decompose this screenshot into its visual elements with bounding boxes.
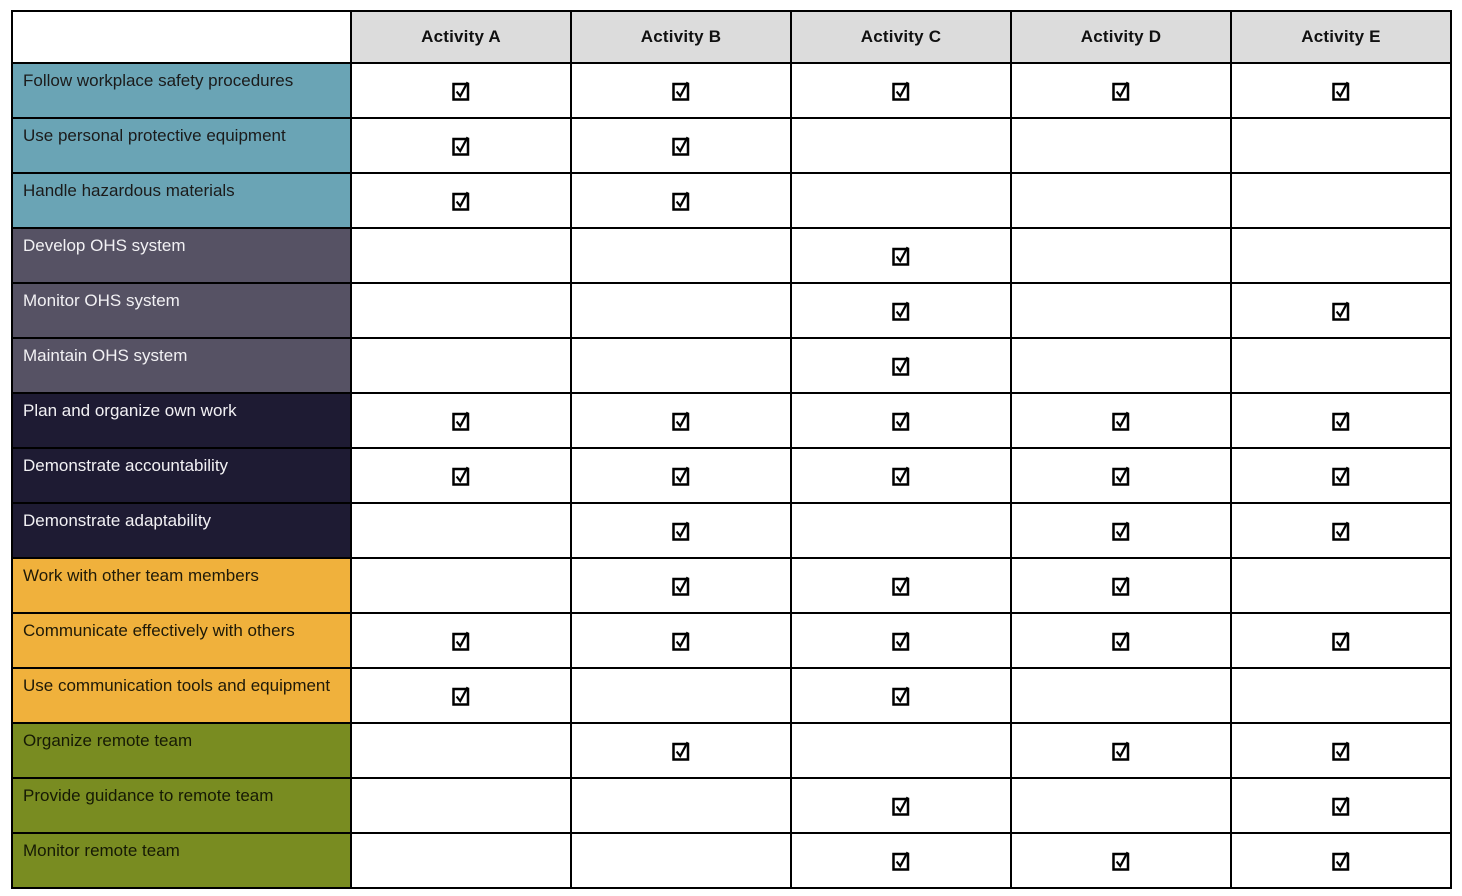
checked-checkbox-icon[interactable] bbox=[672, 740, 690, 761]
checked-checkbox-icon[interactable] bbox=[1332, 410, 1350, 431]
row-header-handle-hazardous-materials: Handle hazardous materials bbox=[12, 173, 351, 228]
checked-checkbox-icon[interactable] bbox=[1112, 410, 1130, 431]
matrix-row-ohs-system bbox=[12, 283, 1451, 338]
row-header-plan-and-organize-own-work: Plan and organize own work bbox=[12, 393, 351, 448]
column-header-activity-a: Activity A bbox=[351, 11, 571, 63]
matrix-row-workplace-safety bbox=[12, 118, 1451, 173]
matrix-cell bbox=[571, 173, 791, 228]
checked-checkbox-icon[interactable] bbox=[672, 630, 690, 651]
matrix-cell bbox=[1231, 833, 1451, 888]
matrix-cell bbox=[1011, 448, 1231, 503]
matrix-cell bbox=[1011, 833, 1231, 888]
checked-checkbox-icon[interactable] bbox=[1332, 80, 1350, 101]
column-header-activity-b: Activity B bbox=[571, 11, 791, 63]
matrix-cell bbox=[1231, 778, 1451, 833]
matrix-header-row bbox=[12, 11, 1451, 63]
matrix-row-remote-team bbox=[12, 778, 1451, 833]
matrix-cell bbox=[1011, 613, 1231, 668]
matrix-cell bbox=[571, 723, 791, 778]
matrix-row-workplace-safety bbox=[12, 63, 1451, 118]
matrix-cell bbox=[1011, 393, 1231, 448]
matrix-cell bbox=[1011, 118, 1231, 173]
row-header-monitor-ohs-system: Monitor OHS system bbox=[12, 283, 351, 338]
matrix-cell bbox=[1011, 173, 1231, 228]
matrix-row-work-management bbox=[12, 503, 1451, 558]
matrix-cell bbox=[1231, 558, 1451, 613]
matrix-cell bbox=[791, 393, 1011, 448]
matrix-row-ohs-system bbox=[12, 228, 1451, 283]
matrix-cell bbox=[1231, 668, 1451, 723]
checked-checkbox-icon[interactable] bbox=[1332, 795, 1350, 816]
row-header-work-with-other-team-members: Work with other team members bbox=[12, 558, 351, 613]
checked-checkbox-icon[interactable] bbox=[892, 575, 910, 596]
matrix-cell bbox=[571, 448, 791, 503]
checked-checkbox-icon[interactable] bbox=[892, 795, 910, 816]
checked-checkbox-icon[interactable] bbox=[672, 135, 690, 156]
matrix-cell bbox=[351, 833, 571, 888]
checked-checkbox-icon[interactable] bbox=[1112, 520, 1130, 541]
matrix-cell bbox=[351, 448, 571, 503]
checked-checkbox-icon[interactable] bbox=[1112, 575, 1130, 596]
matrix-cell bbox=[1231, 613, 1451, 668]
matrix-cell bbox=[791, 338, 1011, 393]
checked-checkbox-icon[interactable] bbox=[452, 190, 470, 211]
checked-checkbox-icon[interactable] bbox=[892, 630, 910, 651]
matrix-cell bbox=[571, 118, 791, 173]
matrix-row-remote-team bbox=[12, 833, 1451, 888]
matrix-cell bbox=[791, 228, 1011, 283]
matrix-cell bbox=[1011, 778, 1231, 833]
matrix-cell bbox=[791, 118, 1011, 173]
matrix-cell bbox=[351, 723, 571, 778]
row-header-monitor-remote-team: Monitor remote team bbox=[12, 833, 351, 888]
row-header-follow-workplace-safety-procedures: Follow workplace safety procedures bbox=[12, 63, 351, 118]
matrix-cell bbox=[791, 173, 1011, 228]
checked-checkbox-icon[interactable] bbox=[1332, 740, 1350, 761]
checked-checkbox-icon[interactable] bbox=[892, 245, 910, 266]
matrix-row-workplace-safety bbox=[12, 173, 1451, 228]
checked-checkbox-icon[interactable] bbox=[672, 410, 690, 431]
row-header-develop-ohs-system: Develop OHS system bbox=[12, 228, 351, 283]
column-header-activity-c: Activity C bbox=[791, 11, 1011, 63]
matrix-cell bbox=[1011, 723, 1231, 778]
matrix-row-work-management bbox=[12, 393, 1451, 448]
checked-checkbox-icon[interactable] bbox=[1112, 740, 1130, 761]
matrix-cell bbox=[791, 503, 1011, 558]
matrix-cell bbox=[1011, 668, 1231, 723]
checked-checkbox-icon[interactable] bbox=[892, 80, 910, 101]
row-header-organize-remote-team: Organize remote team bbox=[12, 723, 351, 778]
checked-checkbox-icon[interactable] bbox=[1112, 850, 1130, 871]
matrix-cell bbox=[791, 283, 1011, 338]
checked-checkbox-icon[interactable] bbox=[892, 410, 910, 431]
checked-checkbox-icon[interactable] bbox=[672, 520, 690, 541]
matrix-cell bbox=[1231, 393, 1451, 448]
matrix-cell bbox=[1231, 228, 1451, 283]
matrix-cell bbox=[1231, 173, 1451, 228]
checked-checkbox-icon[interactable] bbox=[892, 465, 910, 486]
row-header-use-communication-tools-and-equipment: Use communication tools and equipment bbox=[12, 668, 351, 723]
matrix-cell bbox=[1011, 338, 1231, 393]
checked-checkbox-icon[interactable] bbox=[892, 300, 910, 321]
checked-checkbox-icon[interactable] bbox=[892, 850, 910, 871]
matrix-cell bbox=[1231, 118, 1451, 173]
row-header-provide-guidance-to-remote-team: Provide guidance to remote team bbox=[12, 778, 351, 833]
checked-checkbox-icon[interactable] bbox=[672, 575, 690, 596]
row-header-use-personal-protective-equipment: Use personal protective equipment bbox=[12, 118, 351, 173]
matrix-cell bbox=[351, 503, 571, 558]
matrix-cell bbox=[791, 613, 1011, 668]
matrix-cell bbox=[571, 283, 791, 338]
checked-checkbox-icon[interactable] bbox=[672, 80, 690, 101]
matrix-cell bbox=[351, 558, 571, 613]
matrix-cell bbox=[351, 338, 571, 393]
checked-checkbox-icon[interactable] bbox=[452, 630, 470, 651]
matrix-row-communication bbox=[12, 668, 1451, 723]
matrix-cell bbox=[571, 503, 791, 558]
checked-checkbox-icon[interactable] bbox=[452, 465, 470, 486]
column-header-activity-e: Activity E bbox=[1231, 11, 1451, 63]
checked-checkbox-icon[interactable] bbox=[452, 80, 470, 101]
matrix-cell bbox=[351, 118, 571, 173]
row-header-demonstrate-accountability: Demonstrate accountability bbox=[12, 448, 351, 503]
row-header-demonstrate-adaptability: Demonstrate adaptability bbox=[12, 503, 351, 558]
matrix-cell bbox=[1011, 63, 1231, 118]
matrix-cell bbox=[351, 778, 571, 833]
matrix-cell bbox=[351, 63, 571, 118]
checked-checkbox-icon[interactable] bbox=[1332, 300, 1350, 321]
matrix-cell bbox=[351, 283, 571, 338]
checked-checkbox-icon[interactable] bbox=[892, 355, 910, 376]
checked-checkbox-icon[interactable] bbox=[452, 135, 470, 156]
checked-checkbox-icon[interactable] bbox=[672, 190, 690, 211]
matrix-cell bbox=[791, 723, 1011, 778]
matrix-cell bbox=[351, 613, 571, 668]
checked-checkbox-icon[interactable] bbox=[892, 685, 910, 706]
matrix-cell bbox=[791, 833, 1011, 888]
matrix-cell bbox=[1231, 448, 1451, 503]
row-header-maintain-ohs-system: Maintain OHS system bbox=[12, 338, 351, 393]
checked-checkbox-icon[interactable] bbox=[1112, 630, 1130, 651]
row-header-communicate-effectively-with-others: Communicate effectively with others bbox=[12, 613, 351, 668]
matrix-cell bbox=[571, 558, 791, 613]
matrix-cell bbox=[571, 338, 791, 393]
matrix-cell bbox=[791, 668, 1011, 723]
matrix-cell bbox=[1231, 338, 1451, 393]
matrix-cell bbox=[351, 173, 571, 228]
matrix-cell bbox=[791, 448, 1011, 503]
matrix-cell bbox=[571, 613, 791, 668]
column-header-activity-d: Activity D bbox=[1011, 11, 1231, 63]
matrix-cell bbox=[791, 63, 1011, 118]
matrix-cell bbox=[791, 558, 1011, 613]
activity-matrix-table bbox=[11, 10, 1452, 889]
matrix-cell bbox=[1011, 283, 1231, 338]
matrix-cell bbox=[1231, 723, 1451, 778]
matrix-cell bbox=[571, 228, 791, 283]
matrix-row-communication bbox=[12, 558, 1451, 613]
checked-checkbox-icon[interactable] bbox=[1112, 80, 1130, 101]
matrix-cell bbox=[1011, 558, 1231, 613]
matrix-row-remote-team bbox=[12, 723, 1451, 778]
matrix-row-ohs-system bbox=[12, 338, 1451, 393]
matrix-cell bbox=[351, 393, 571, 448]
corner-spacer bbox=[12, 11, 351, 63]
matrix-cell bbox=[571, 833, 791, 888]
checked-checkbox-icon[interactable] bbox=[1332, 850, 1350, 871]
matrix-row-communication bbox=[12, 613, 1451, 668]
checked-checkbox-icon[interactable] bbox=[672, 465, 690, 486]
activity-skills-matrix bbox=[11, 10, 1452, 889]
checked-checkbox-icon[interactable] bbox=[1112, 465, 1130, 486]
matrix-cell bbox=[1231, 63, 1451, 118]
checked-checkbox-icon[interactable] bbox=[452, 685, 470, 706]
matrix-cell bbox=[571, 668, 791, 723]
matrix-cell bbox=[1011, 503, 1231, 558]
checked-checkbox-icon[interactable] bbox=[1332, 520, 1350, 541]
checked-checkbox-icon[interactable] bbox=[1332, 630, 1350, 651]
matrix-cell bbox=[571, 393, 791, 448]
matrix-cell bbox=[791, 778, 1011, 833]
matrix-cell bbox=[1231, 283, 1451, 338]
matrix-row-work-management bbox=[12, 448, 1451, 503]
checked-checkbox-icon[interactable] bbox=[1332, 465, 1350, 486]
checked-checkbox-icon[interactable] bbox=[452, 410, 470, 431]
matrix-cell bbox=[1231, 503, 1451, 558]
matrix-cell bbox=[1011, 228, 1231, 283]
matrix-cell bbox=[351, 228, 571, 283]
matrix-cell bbox=[571, 778, 791, 833]
matrix-cell bbox=[351, 668, 571, 723]
matrix-cell bbox=[571, 63, 791, 118]
